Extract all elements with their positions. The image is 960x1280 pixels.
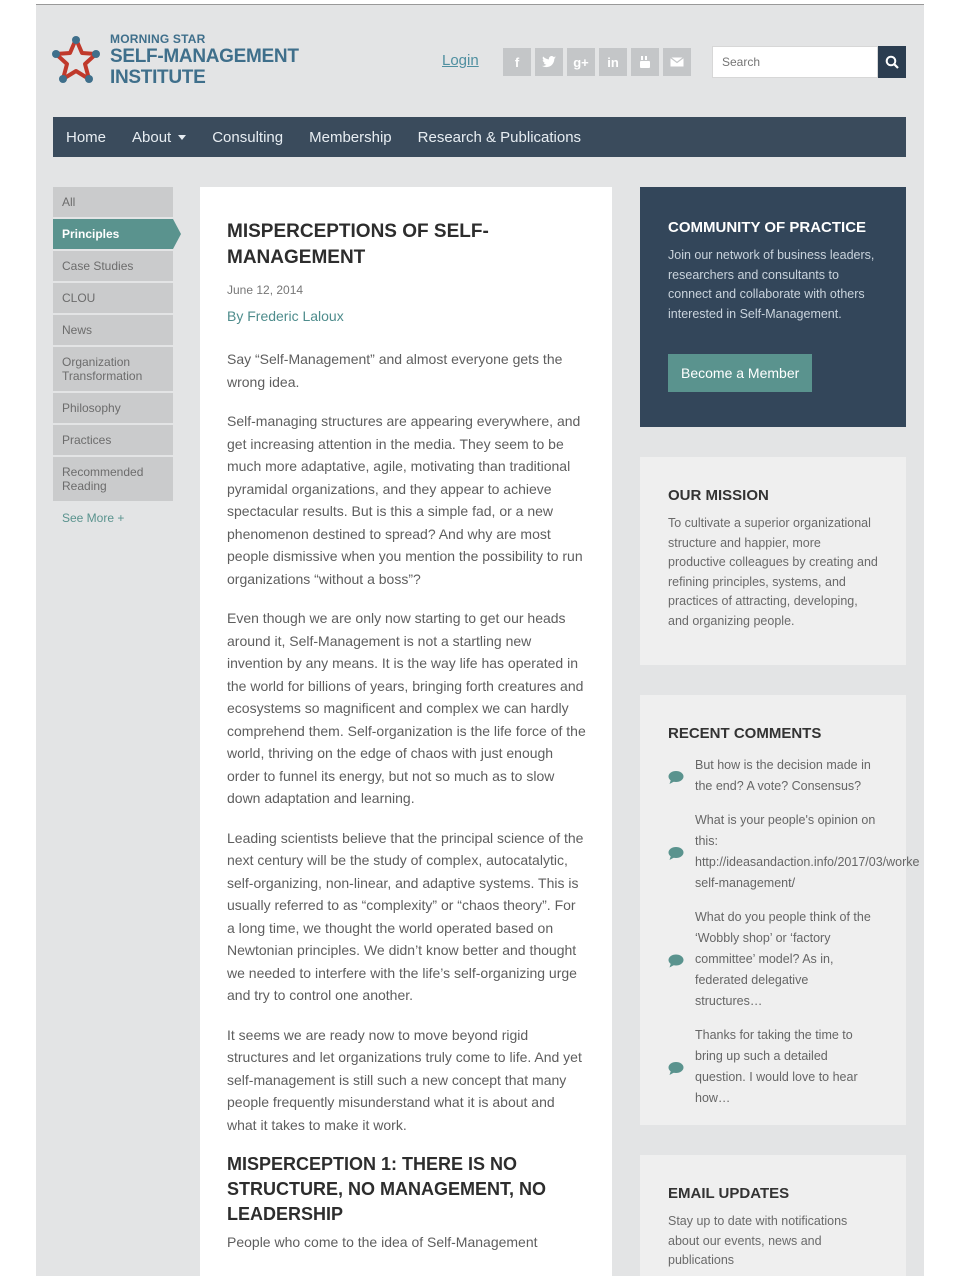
see-more-link[interactable]: See More + [62, 511, 125, 525]
community-widget [640, 187, 906, 427]
recent-comments-widget [640, 695, 920, 1125]
category-recommended-reading[interactable]: Recommended Reading [53, 457, 173, 501]
main-nav [53, 117, 906, 157]
email-updates-widget [640, 1155, 906, 1276]
chevron-down-icon [178, 135, 186, 140]
email-updates-text: Stay up to date with notifications about our events, news and publications [668, 1214, 848, 1267]
logo-star-icon [52, 33, 100, 87]
recent-comments-title: RECENT COMMENTS [668, 725, 822, 742]
speech-bubble-icon [668, 910, 684, 1012]
logo-line-1: SELF-MANAGEMENT [110, 46, 299, 67]
social-links [503, 48, 691, 76]
site-logo[interactable] [52, 33, 299, 87]
speech-bubble-icon [668, 813, 684, 894]
category-case-studies[interactable]: Case Studies [53, 251, 173, 281]
email-updates-title: EMAIL UPDATES [668, 1185, 790, 1202]
comment-text: What do you people think of the ‘Wobbly shop’ or ‘factory committee’ model? As in, federated delegative structures… [695, 910, 871, 1008]
comment-item[interactable] [668, 755, 878, 797]
comment-text: But how is the decision made in the end? A vote? Consensus? [695, 758, 871, 793]
google-plus-icon[interactable]: g+ [567, 48, 595, 76]
community-text: Join our network of business leaders, researchers and consultants to connect and collaborate with others interested in Self-Management. [668, 248, 875, 321]
category-news[interactable]: News [53, 315, 173, 345]
facebook-icon[interactable]: f [503, 48, 531, 76]
article-paragraph: Even though we are only now starting to get our heads around it, Self-Management is not a startling new invention by any means. It is the way life has operated in the world for billions of years, bringing forth creatures and ecosystems so magnificent and complex we can hardly comprehend them. Self-organization is the life force of the world, thriving on the edge of chaos with just enough order to funnel its energy, but not so much as to slow down adaptation and learning. [227, 610, 586, 806]
logo-line-2: INSTITUTE [110, 67, 206, 88]
article-paragraph: People who come to the idea of Self-Management [227, 1234, 538, 1250]
mission-text: To cultivate a superior organizational structure and happier, more productive colleagues by creating and refining principles, systems, and practices of attracting, developing, and organizing people. [668, 516, 878, 628]
mission-title: OUR MISSION [668, 487, 769, 504]
category-all[interactable]: All [53, 187, 173, 217]
search-button[interactable] [878, 46, 906, 78]
become-member-button[interactable]: Become a Member [668, 354, 812, 392]
login-link[interactable]: Login [442, 52, 479, 69]
nav-membership[interactable]: Membership [309, 128, 392, 146]
nav-about-label: About [132, 128, 172, 146]
article-subheading: MISPERCEPTION 1: THERE IS NO STRUCTURE, NO MANAGEMENT, NO LEADERSHIP [227, 1154, 546, 1224]
logo-small-text: MORNING STAR [110, 32, 206, 46]
category-organization-transformation[interactable]: Organization Transformation [53, 347, 173, 391]
community-title: COMMUNITY OF PRACTICE [668, 219, 867, 236]
nav-about[interactable] [132, 129, 186, 146]
article-paragraph: Leading scientists believe that the principal science of the next century will be the study of complex, autocatalytic, self-organizing, non-linear, and adaptive systems. This is usually referred to as “complexity” or “chaos theory”. For a long time, we thought the world operated based on Newtonian principles. We didn’t know better and thought we needed to interfere with the life’s self-organizing urge and try to control one another. [227, 829, 584, 1003]
article-title: MISPERCEPTIONS OF SELF-MANAGEMENT [227, 221, 489, 268]
twitter-icon[interactable] [535, 48, 563, 76]
article-paragraph: Say “Self-Management” and almost everyone gets the wrong idea. [227, 351, 563, 390]
comment-item[interactable] [668, 1025, 878, 1109]
category-sidebar [53, 187, 173, 525]
nav-consulting[interactable]: Consulting [212, 128, 284, 146]
page [36, 4, 924, 1276]
comment-text: Thanks for taking the time to bring up such a detailed question. I would love to hear how… [695, 1028, 858, 1105]
category-practices[interactable]: Practices [53, 425, 173, 455]
comment-text: What is your people's opinion on this: http://ideasandaction.info/2017/03/worke self-management/ [695, 813, 920, 890]
comment-item[interactable] [668, 907, 878, 1012]
nav-home[interactable]: Home [66, 128, 107, 146]
linkedin-icon[interactable]: in [599, 48, 627, 76]
search-icon [885, 55, 899, 69]
speech-bubble-icon [668, 758, 684, 797]
article [200, 187, 612, 1276]
comment-item[interactable] [668, 810, 920, 894]
mission-widget [640, 457, 906, 665]
nav-research-publications[interactable]: Research & Publications [417, 128, 582, 146]
article-paragraph: It seems we are ready now to move beyond rigid structures and let organizations truly come to life. And yet self-management is still such a new concept that many people frequently misunderstand what it is about and what it takes to make it work. [227, 1026, 582, 1133]
article-date: June 12, 2014 [227, 283, 304, 297]
article-paragraph: Self-managing structures are appearing everywhere, and get increasing attention in the media. They seem to be much more adaptative, agile, motivating than traditional pyramidal organizations, and they appear to achieve spectacular results. But is this a simple fad, or a new phenomenon destined to spread? And why are most people dismissive when you mention the possibility to run organizations “without a boss”? [227, 413, 583, 587]
youtube-icon[interactable] [631, 48, 659, 76]
search-box [712, 46, 906, 78]
category-principles[interactable]: Principles [53, 219, 173, 249]
category-clou[interactable]: CLOU [53, 283, 173, 313]
article-author-link[interactable]: By Frederic Laloux [227, 308, 344, 324]
search-input[interactable] [712, 46, 878, 78]
speech-bubble-icon [668, 1028, 684, 1109]
email-icon[interactable] [663, 48, 691, 76]
category-philosophy[interactable]: Philosophy [53, 393, 173, 423]
logo-wordmark [110, 33, 299, 87]
